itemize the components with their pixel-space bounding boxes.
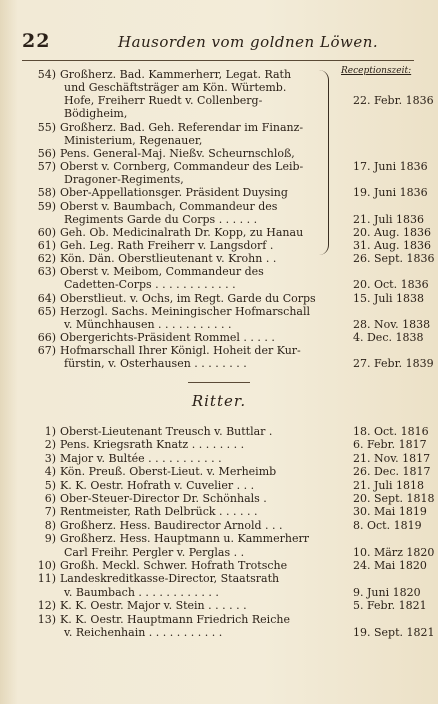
entry-date: 30. Mai 1819 [353, 505, 427, 519]
entry-date: 21. Nov. 1817 [353, 451, 431, 465]
entry-number: 5) [44, 478, 56, 492]
entry-text: Landeskreditkasse-Director, Staatsrath [60, 572, 280, 586]
entry-text: Großherz. Bad. Kammerherr, Legat. Rath [60, 68, 292, 81]
entry-text: Großh. Meckl. Schwer. Hofrath Trotsche [60, 559, 288, 572]
entry-number: 61) [37, 238, 56, 252]
entry-text: Herzogl. Sachs. Meiningischer Hofmarschall [60, 304, 311, 318]
entry-date: 15. Juli 1838 [353, 291, 425, 305]
entry-number: 11) [37, 572, 56, 586]
entry-text: Oberst-Lieutenant Treusch v. Buttlar . [60, 425, 273, 438]
entry-date: 27. Febr. 1839 [353, 357, 434, 371]
entry-date: 10. März 1820 [353, 545, 435, 559]
entry-text: Oberst v. Baumbach, Commandeur des [60, 199, 278, 213]
entry-number: 10) [37, 559, 56, 572]
entry-date: 18. Oct. 1816 [353, 425, 429, 438]
entry-date: 26. Dec. 1817 [353, 465, 431, 479]
entry-text: Bödigheim, [64, 107, 128, 121]
entry-number: 67) [37, 344, 56, 358]
entry-number: 7) [44, 505, 56, 519]
entry-text: Ober-Appellationsger. Präsident Duysing [60, 186, 288, 200]
entry-text: Großherz. Hess. Baudirector Arnold . . . [60, 518, 283, 532]
entry-number: 6) [44, 492, 56, 505]
entry-number: 60) [37, 225, 56, 239]
receptions-label: Receptionszeit: [341, 66, 412, 76]
entry-date: 21. Juli 1836 [353, 212, 425, 226]
entry-number: 62) [37, 252, 56, 266]
header-rule [22, 60, 414, 61]
entry-text: Oberst v. Cornberg, Commandeur des Leib- [60, 160, 304, 174]
entry-text: Major v. Bultée . . . . . . . . . . . [60, 451, 222, 465]
entry-date: 6. Febr. 1817 [353, 438, 427, 452]
entry-text: v. Baumbach . . . . . . . . . . . . [64, 585, 219, 599]
entry-number: 58) [37, 186, 56, 200]
entry-text: K. K. Oestr. Major v. Stein . . . . . . [60, 599, 247, 613]
entry-text: Oberst v. Meibom, Commandeur des [60, 265, 264, 279]
entry-text: Geh. Ob. Medicinalrath Dr. Kopp, zu Hanau [60, 225, 304, 239]
entry-date: 20. Sept. 1818 [353, 492, 435, 505]
entry-text: Kön. Preuß. Oberst-Lieut. v. Merheimb [60, 465, 277, 479]
page-title: Hausorden vom goldnen Löwen. [118, 33, 379, 51]
entry-number: 4) [44, 465, 56, 479]
entry-date: 19. Juni 1836 [353, 186, 428, 200]
entry-date: 17. Juni 1836 [353, 160, 428, 174]
entry-number: 9) [44, 532, 56, 546]
entry-number: 3) [44, 451, 56, 465]
entry-text: Hofe, Freiherr Ruedt v. Collenberg- [64, 94, 263, 108]
entry-number: 56) [37, 146, 56, 160]
entry-number: 55) [37, 120, 56, 134]
entry-text: Carl Freihr. Pergler v. Perglas . . [64, 545, 245, 559]
entry-number: 59) [37, 199, 56, 213]
entry-number: 54) [37, 68, 56, 81]
entry-number: 8) [44, 518, 56, 532]
entry-text: Obergerichts-Präsident Rommel . . . . . [60, 331, 275, 344]
entry-date: 19. Sept. 1821 [353, 626, 435, 639]
entry-number: 12) [37, 599, 56, 613]
entry-text: Hofmarschall Ihrer Königl. Hoheit der Kur- [60, 344, 301, 358]
entry-date: 5. Febr. 1821 [353, 599, 427, 613]
entry-number: 57) [37, 160, 56, 174]
entry-text: Rentmeister, Rath Delbrück . . . . . . [60, 505, 258, 519]
entry-date: 31. Aug. 1836 [353, 238, 432, 252]
entry-text: K. K. Oestr. Hauptmann Friedrich Reiche [60, 612, 290, 626]
bracket [318, 70, 329, 255]
page-number: 22 [22, 30, 51, 52]
entry-number: 65) [37, 304, 56, 318]
entry-text: K. K. Oestr. Hofrath v. Cuvelier . . . [60, 478, 255, 492]
entry-text: Cadetten-Corps . . . . . . . . . . . . [64, 278, 236, 292]
entry-number: 13) [37, 612, 56, 626]
entry-date: 28. Nov. 1838 [353, 317, 431, 331]
entry-number: 2) [44, 438, 56, 452]
entry-text: Pens. Kriegsrath Knatz . . . . . . . . [60, 438, 245, 452]
entry-text: Pens. General-Maj. Nießv. Scheurnschloß, [60, 146, 295, 160]
page-header [22, 30, 414, 58]
entry-text: Großherz. Hess. Hauptmann u. Kammerherr [60, 532, 309, 546]
section-title: Ritter. [191, 392, 247, 410]
entry-number: 1) [44, 425, 56, 438]
entry-number: 66) [37, 331, 56, 344]
entry-date: 21. Juli 1818 [353, 478, 425, 492]
entry-text: v. Münchhausen . . . . . . . . . . . [64, 317, 232, 331]
entry-date: 20. Aug. 1836 [353, 225, 432, 239]
entry-text: Ministerium, Regenauer, [64, 133, 203, 147]
entry-date: 9. Juni 1820 [353, 585, 421, 599]
entry-text: Ober-Steuer-Director Dr. Schönhals . [60, 492, 267, 505]
entry-date: 22. Febr. 1836 [353, 94, 434, 108]
entry-text: Oberstlieut. v. Ochs, im Regt. Garde du Corps [60, 291, 316, 305]
entry-number: 64) [37, 291, 56, 305]
entry-date: 24. Mai 1820 [353, 559, 427, 572]
entry-date: 8. Oct. 1819 [353, 518, 422, 532]
entry-text: Großherz. Bad. Geh. Referendar im Finanz- [60, 120, 304, 134]
entry-text: Dragoner-Regiments, [64, 173, 184, 187]
entry-text: fürstin, v. Osterhausen . . . . . . . . [64, 357, 247, 371]
entry-text: und Geschäftsträger am Kön. Würtemb. [64, 81, 287, 95]
entry-text: Kön. Dän. Oberstlieutenant v. Krohn . . [60, 252, 277, 266]
entry-date: 26. Sept. 1836 [353, 252, 435, 266]
section-divider [188, 382, 250, 383]
entry-text: Regiments Garde du Corps . . . . . . [64, 212, 258, 226]
entry-text: Geh. Leg. Rath Freiherr v. Langsdorf . [60, 238, 274, 252]
entry-text: v. Reichenhain . . . . . . . . . . . [64, 626, 223, 639]
entry-date: 20. Oct. 1836 [353, 278, 429, 292]
entry-number: 63) [37, 265, 56, 279]
entry-date: 4. Dec. 1838 [353, 331, 424, 344]
